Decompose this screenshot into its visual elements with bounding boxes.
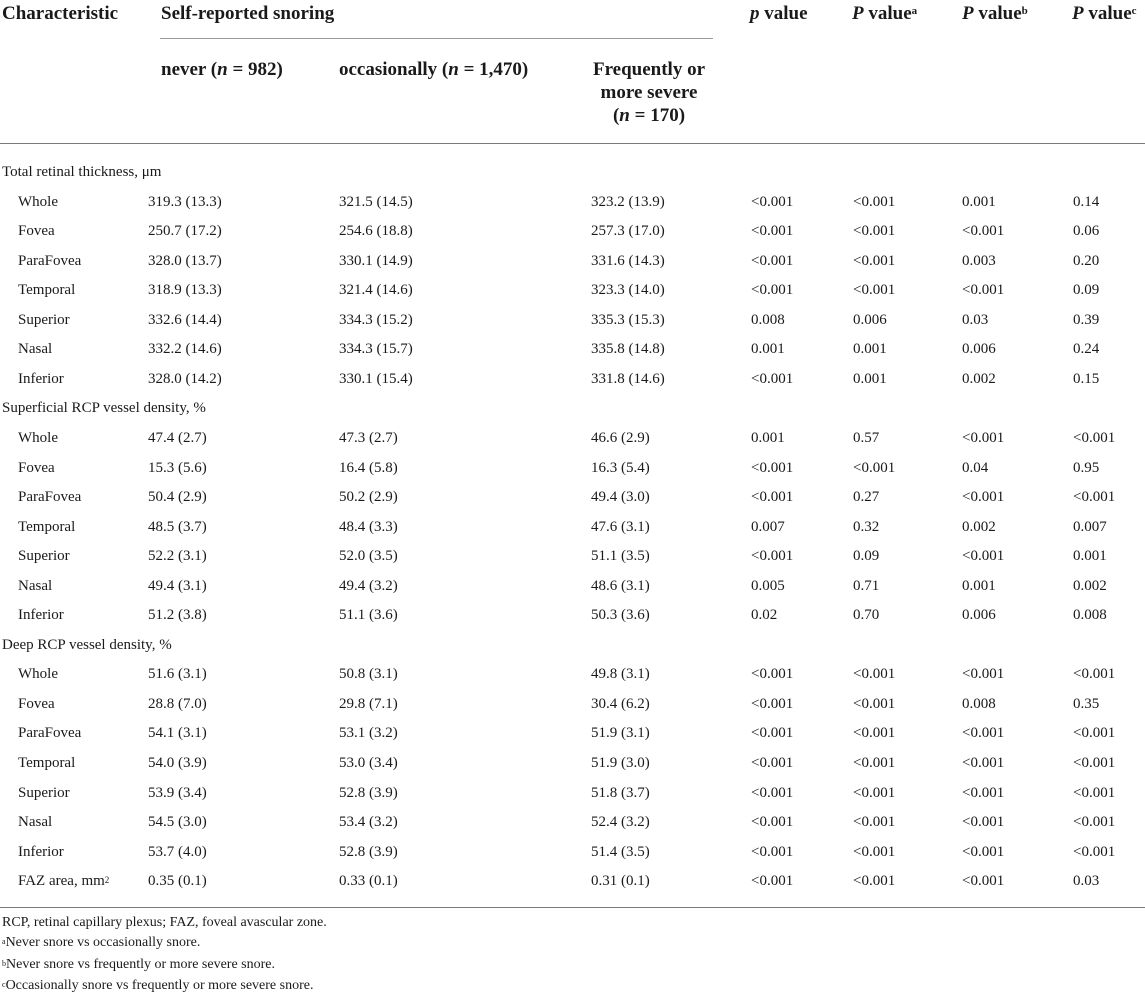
- cell-p-value-b: <0.001: [962, 755, 1005, 771]
- cell-p-value: 0.001: [751, 341, 785, 358]
- cell-frequently: 51.9 (3.1): [591, 725, 650, 742]
- cell-p-value-c: <0.001: [1073, 489, 1116, 506]
- cell-occasionally: 334.3 (15.7): [339, 341, 413, 358]
- cell-occasionally: 53.1 (3.2): [339, 725, 398, 742]
- cell-p-value: <0.001: [751, 814, 794, 831]
- cell-occasionally: 52.8 (3.9): [339, 784, 398, 801]
- cell-frequently: 51.8 (3.7): [591, 784, 650, 801]
- cell-occasionally: 52.8 (3.9): [339, 843, 398, 860]
- cell-occasionally: 29.8 (7.1): [339, 695, 398, 712]
- cell-p-value: <0.001: [751, 755, 794, 771]
- cell-never: 0.35 (0.1): [148, 873, 207, 890]
- header-p-value-c: P value$^c$: [1072, 3, 1137, 24]
- cell-p-value-a: <0.001: [853, 193, 896, 210]
- cell-p-value-c: <0.001: [1073, 814, 1116, 831]
- cell-occasionally: 52.0 (3.5): [339, 548, 398, 565]
- cell-p-value-b: 0.003: [962, 252, 996, 269]
- cell-p-value-a: 0.006: [853, 311, 887, 328]
- cell-p-value-a: 0.27: [853, 489, 880, 506]
- cell-p-value-a: <0.001: [853, 282, 896, 299]
- cell-p-value: <0.001: [751, 282, 794, 299]
- cell-p-value-b: <0.001: [962, 814, 1005, 831]
- cell-p-value-c: <0.001: [1073, 666, 1116, 683]
- cell-never: 332.6 (14.4): [148, 311, 222, 328]
- cell-frequently: 47.6 (3.1): [591, 518, 650, 535]
- cell-p-value: 0.007: [751, 518, 785, 535]
- cell-p-value-b: 0.002: [962, 518, 996, 535]
- cell-p-value: <0.001: [751, 873, 794, 890]
- cell-p-value-c: 0.14: [1073, 193, 1100, 210]
- cell-frequently: 48.6 (3.1): [591, 577, 650, 594]
- cell-p-value-c: 0.002: [1073, 577, 1107, 594]
- cell-p-value-a: 0.001: [853, 370, 887, 387]
- cell-p-value: <0.001: [751, 370, 794, 387]
- cell-p-value-c: 0.007: [1073, 518, 1107, 535]
- cell-p-value-a: <0.001: [853, 843, 896, 860]
- cell-frequently: 51.1 (3.5): [591, 548, 650, 565]
- cell-frequently: 49.8 (3.1): [591, 666, 650, 683]
- cell-p-value-b: <0.001: [962, 548, 1005, 565]
- cell-occasionally: 49.4 (3.2): [339, 577, 398, 594]
- cell-p-value-b: 0.006: [962, 607, 996, 624]
- header-p-value-a: P value$^a$: [852, 3, 918, 24]
- cell-label: Superior: [18, 784, 70, 801]
- cell-p-value: 0.02: [751, 607, 778, 624]
- cell-p-value-a: <0.001: [853, 223, 896, 240]
- cell-never: 50.4 (2.9): [148, 489, 207, 506]
- cell-label: Inferior: [18, 370, 64, 387]
- cell-never: 319.3 (13.3): [148, 193, 222, 210]
- cell-p-value-b: 0.03: [962, 311, 989, 328]
- cell-never: 250.7 (17.2): [148, 223, 222, 240]
- cell-p-value: <0.001: [751, 695, 794, 712]
- cell-p-value-a: <0.001: [853, 695, 896, 712]
- cell-frequently: 331.6 (14.3): [591, 252, 665, 269]
- cell-p-value-b: <0.001: [962, 282, 1005, 299]
- cell-p-value-c: 0.35: [1073, 695, 1100, 712]
- cell-label: Inferior: [18, 607, 64, 624]
- cell-never: 48.5 (3.7): [148, 518, 207, 535]
- cell-p-value-a: <0.001: [853, 784, 896, 801]
- cell-never: 51.2 (3.8): [148, 607, 207, 624]
- cell-frequently: 30.4 (6.2): [591, 695, 650, 712]
- cell-p-value: <0.001: [751, 666, 794, 683]
- cell-occasionally: 321.5 (14.5): [339, 193, 413, 210]
- cell-p-value-a: <0.001: [853, 252, 896, 269]
- cell-p-value-a: 0.32: [853, 518, 880, 535]
- cell-p-value-a: <0.001: [853, 873, 896, 890]
- cell-p-value-b: 0.001: [962, 577, 996, 594]
- cell-p-value-b: 0.001: [962, 193, 996, 210]
- cell-frequently: 50.3 (3.6): [591, 607, 650, 624]
- cell-p-value: <0.001: [751, 252, 794, 269]
- cell-p-value-b: <0.001: [962, 843, 1005, 860]
- cell-p-value-b: <0.001: [962, 725, 1005, 742]
- cell-p-value-c: 0.24: [1073, 341, 1100, 358]
- section-title: Total retinal thickness, μm: [2, 164, 162, 180]
- cell-label: ParaFovea: [18, 725, 82, 742]
- cell-label: FAZ area, $mm^2$: [18, 873, 110, 890]
- cell-p-value: 0.001: [751, 429, 785, 446]
- cell-p-value-c: <0.001: [1073, 429, 1116, 446]
- cell-p-value-b: <0.001: [962, 223, 1005, 240]
- cell-occasionally: 47.3 (2.7): [339, 429, 398, 446]
- cell-label: Fovea: [18, 695, 55, 712]
- cell-label: ParaFovea: [18, 252, 82, 269]
- cell-p-value-b: <0.001: [962, 429, 1005, 446]
- header-p-value: p value: [750, 3, 808, 24]
- cell-never: 51.6 (3.1): [148, 666, 207, 683]
- cell-frequently: 16.3 (5.4): [591, 459, 650, 476]
- cell-never: 54.0 (3.9): [148, 755, 207, 771]
- cell-never: 15.3 (5.6): [148, 459, 207, 476]
- footnote-abbreviations: RCP, retinal capillary plexus; FAZ, foveal avascular zone.: [2, 915, 327, 930]
- cell-p-value-c: 0.008: [1073, 607, 1107, 624]
- cell-occasionally: 254.6 (18.8): [339, 223, 413, 240]
- cell-frequently: 257.3 (17.0): [591, 223, 665, 240]
- cell-label: Superior: [18, 311, 70, 328]
- section-title: Deep RCP vessel density, %: [2, 636, 172, 653]
- footnote-c: $^c$Occasionally snore vs frequently or more severe snore.: [2, 978, 314, 993]
- header-group: Self-reported snoring: [161, 3, 335, 24]
- cell-p-value-b: <0.001: [962, 666, 1005, 683]
- cell-p-value-a: <0.001: [853, 459, 896, 476]
- cell-p-value-c: <0.001: [1073, 843, 1116, 860]
- cell-p-value-c: 0.20: [1073, 252, 1100, 269]
- cell-never: 53.9 (3.4): [148, 784, 207, 801]
- cell-label: Nasal: [18, 341, 53, 358]
- cell-label: Superior: [18, 548, 70, 565]
- cell-p-value-c: 0.15: [1073, 370, 1100, 387]
- cell-frequently: 49.4 (3.0): [591, 489, 650, 506]
- cell-p-value-b: 0.006: [962, 341, 996, 358]
- cell-occasionally: 50.8 (3.1): [339, 666, 398, 683]
- cell-never: 332.2 (14.6): [148, 341, 222, 358]
- cell-occasionally: 334.3 (15.2): [339, 311, 413, 328]
- cell-p-value-a: 0.57: [853, 429, 880, 446]
- cell-p-value-c: <0.001: [1073, 725, 1116, 742]
- cell-never: 47.4 (2.7): [148, 429, 207, 446]
- header-characteristic: Characteristic: [2, 3, 119, 24]
- cell-p-value-a: <0.001: [853, 666, 896, 683]
- cell-p-value: <0.001: [751, 193, 794, 210]
- cell-p-value-a: 0.09: [853, 548, 880, 565]
- cell-occasionally: 0.33 (0.1): [339, 873, 398, 890]
- header-frequently: Frequently or more severe (n = 170): [592, 59, 706, 126]
- bottom-rule: [0, 907, 1145, 908]
- cell-p-value-a: <0.001: [853, 755, 896, 771]
- header-never: never (n = 982): [161, 59, 283, 80]
- cell-label: Whole: [18, 666, 58, 683]
- cell-frequently: 335.8 (14.8): [591, 341, 665, 358]
- footnote-a: $^a$Never snore vs occasionally snore.: [2, 935, 201, 950]
- cell-label: Fovea: [18, 223, 55, 240]
- cell-p-value: <0.001: [751, 459, 794, 476]
- header-occasionally: occasionally (n = 1,470): [339, 59, 529, 80]
- cell-frequently: 51.4 (3.5): [591, 843, 650, 860]
- cell-label: Inferior: [18, 843, 64, 860]
- cell-occasionally: 330.1 (15.4): [339, 370, 413, 387]
- cell-p-value-a: <0.001: [853, 725, 896, 742]
- cell-label: ParaFovea: [18, 489, 82, 506]
- cell-p-value-b: 0.008: [962, 695, 996, 712]
- cell-p-value-a: 0.71: [853, 577, 880, 594]
- cell-occasionally: 53.0 (3.4): [339, 755, 398, 771]
- cell-never: 52.2 (3.1): [148, 548, 207, 565]
- cell-frequently: 52.4 (3.2): [591, 814, 650, 831]
- cell-p-value-c: 0.09: [1073, 282, 1100, 299]
- group-underline: [160, 38, 713, 39]
- cell-never: 318.9 (13.3): [148, 282, 222, 299]
- cell-frequently: 0.31 (0.1): [591, 873, 650, 890]
- cell-occasionally: 50.2 (2.9): [339, 489, 398, 506]
- cell-p-value-b: <0.001: [962, 784, 1005, 801]
- header-p-value-b: P value$^b$: [962, 3, 1028, 24]
- cell-label: Whole: [18, 429, 58, 446]
- cell-frequently: 323.3 (14.0): [591, 282, 665, 299]
- cell-p-value-c: 0.001: [1073, 548, 1107, 565]
- cell-p-value-c: 0.03: [1073, 873, 1100, 890]
- cell-p-value: 0.005: [751, 577, 785, 594]
- cell-p-value-b: 0.002: [962, 370, 996, 387]
- cell-label: Whole: [18, 193, 58, 210]
- cell-p-value-a: 0.001: [853, 341, 887, 358]
- cell-frequently: 51.9 (3.0): [591, 755, 650, 771]
- cell-occasionally: 321.4 (14.6): [339, 282, 413, 299]
- cell-never: 53.7 (4.0): [148, 843, 207, 860]
- cell-p-value: <0.001: [751, 489, 794, 506]
- cell-p-value-c: 0.39: [1073, 311, 1100, 328]
- cell-frequently: 335.3 (15.3): [591, 311, 665, 328]
- cell-p-value-c: 0.06: [1073, 223, 1100, 240]
- cell-p-value-b: <0.001: [962, 489, 1005, 506]
- cell-p-value-c: <0.001: [1073, 784, 1116, 801]
- header-rule: [0, 143, 1145, 144]
- cell-p-value: <0.001: [751, 784, 794, 801]
- cell-p-value: 0.008: [751, 311, 785, 328]
- cell-occasionally: 330.1 (14.9): [339, 252, 413, 269]
- cell-label: Temporal: [18, 518, 76, 535]
- cell-occasionally: 53.4 (3.2): [339, 814, 398, 831]
- cell-p-value-b: <0.001: [962, 873, 1005, 890]
- cell-frequently: 46.6 (2.9): [591, 429, 650, 446]
- cell-occasionally: 48.4 (3.3): [339, 518, 398, 535]
- cell-label: Temporal: [18, 282, 76, 299]
- cell-p-value: <0.001: [751, 548, 794, 565]
- cell-label: Temporal: [18, 755, 76, 771]
- section-title: Superficial RCP vessel density, %: [2, 400, 206, 417]
- cell-occasionally: 16.4 (5.8): [339, 459, 398, 476]
- cell-p-value-a: 0.70: [853, 607, 880, 624]
- cell-frequently: 323.2 (13.9): [591, 193, 665, 210]
- cell-p-value-b: 0.04: [962, 459, 989, 476]
- cell-never: 328.0 (14.2): [148, 370, 222, 387]
- cell-never: 328.0 (13.7): [148, 252, 222, 269]
- cell-never: 49.4 (3.1): [148, 577, 207, 594]
- cell-label: Nasal: [18, 577, 53, 594]
- cell-never: 28.8 (7.0): [148, 695, 207, 712]
- cell-never: 54.5 (3.0): [148, 814, 207, 831]
- cell-p-value-c: <0.001: [1073, 755, 1116, 771]
- cell-label: Nasal: [18, 814, 53, 831]
- cell-p-value: <0.001: [751, 843, 794, 860]
- cell-label: Fovea: [18, 459, 55, 476]
- cell-p-value: <0.001: [751, 725, 794, 742]
- cell-frequently: 331.8 (14.6): [591, 370, 665, 387]
- cell-p-value: <0.001: [751, 223, 794, 240]
- cell-occasionally: 51.1 (3.6): [339, 607, 398, 624]
- cell-never: 54.1 (3.1): [148, 725, 207, 742]
- cell-p-value-c: 0.95: [1073, 459, 1100, 476]
- cell-p-value-a: <0.001: [853, 814, 896, 831]
- footnote-b: $^b$Never snore vs frequently or more severe snore.: [2, 957, 276, 972]
